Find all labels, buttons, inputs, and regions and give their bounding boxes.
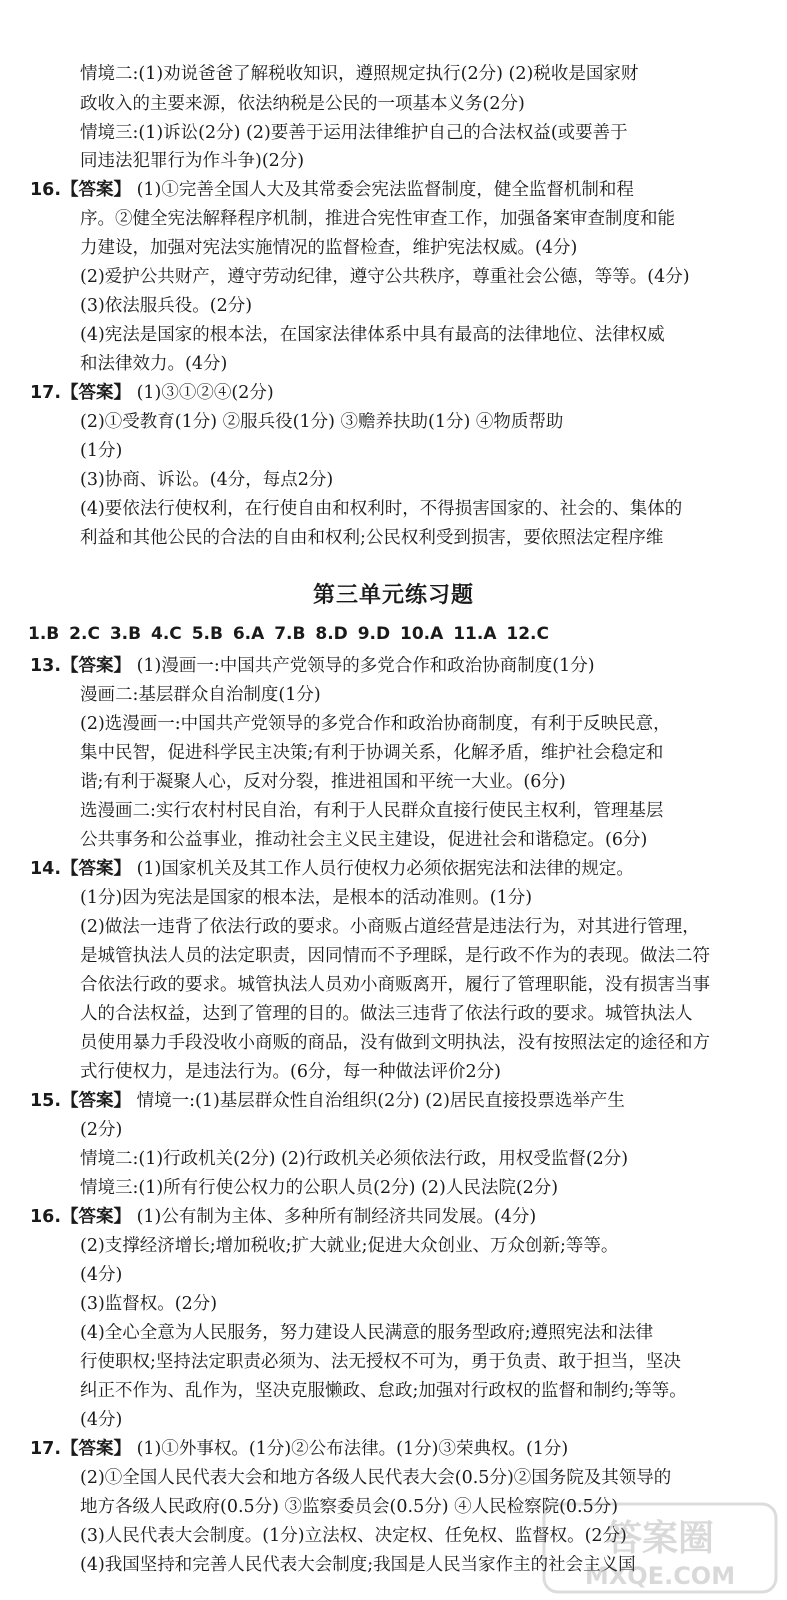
question-number: 17. <box>30 383 62 403</box>
text-line: 情境二:(1)行政机关(2分) (2)行政机关必须依法行政，用权受监督(2分) <box>80 1149 629 1169</box>
text-line: (3)协商、诉讼。(4分，每点2分) <box>80 470 334 490</box>
question-number: 14. <box>30 859 62 879</box>
text-line: (1分) <box>80 441 123 461</box>
text-line: 政收入的主要来源，依法纳税是公民的一项基本义务(2分) <box>80 94 525 114</box>
text-line: (4)全心全意为人民服务，努力建设人民满意的服务型政府;遵照宪法和法律 <box>80 1323 654 1343</box>
answer-tag: 【答案】 <box>61 1207 132 1227</box>
text-line: (1)①外事权。(1分)②公布法律。(1分)③荣典权。(1分) <box>136 1439 569 1459</box>
question-13 <box>30 654 595 678</box>
text-line: (1分)因为宪法是国家的根本法，是根本的活动准则。(1分) <box>80 888 533 908</box>
text-line: (3)监督权。(2分) <box>80 1294 218 1314</box>
question-number: 16. <box>30 180 62 200</box>
question-16-second <box>30 1205 536 1229</box>
text-line: (4)要依法行使权利，在行使自由和权利时，不得损害国家的、社会的、集体的 <box>80 499 683 519</box>
text-line: 同违法犯罪行为作斗争)(2分) <box>80 151 305 171</box>
text-line: 情境三:(1)诉讼(2分) (2)要善于运用法律维护自己的合法权益(或要善于 <box>80 123 628 143</box>
text-line: 力建设，加强对宪法实施情况的监督检查，维护宪法权威。(4分) <box>80 238 578 258</box>
text-line: (4分) <box>80 1265 123 1285</box>
text-line: (2)做法一违背了依法行政的要求。小商贩占道经营是违法行为，对其进行管理， <box>80 917 700 937</box>
text-line: (1)①完善全国人大及其常委会宪法监督制度，健全监督机制和程 <box>136 180 634 200</box>
section-title: 第三单元练习题 <box>312 583 474 608</box>
answer-tag: 【答案】 <box>61 1439 132 1459</box>
text-line: 是城管执法人员的法定职责，因同情而不予理睬，是行政不作为的表现。做法二符 <box>80 946 710 966</box>
question-number: 15. <box>30 1091 62 1111</box>
text-line: 序。②健全宪法解释程序机制，推进合宪性审查工作，加强备案审查制度和能 <box>80 209 675 229</box>
question-number: 16. <box>30 1207 62 1227</box>
mc-answers: 1.B 2.C 3.B 4.C 5.B 6.A 7.B 8.D 9.D 10.A 11.A 12.C <box>28 624 549 644</box>
text-line: 情境一:(1)基层群众性自治组织(2分) (2)居民直接投票选举产生 <box>136 1091 625 1111</box>
text-line: (1)③①②④(2分) <box>136 383 274 403</box>
answer-tag: 【答案】 <box>61 383 132 403</box>
watermark-logo <box>540 1500 780 1596</box>
answer-tag: 【答案】 <box>61 656 132 676</box>
answer-tag: 【答案】 <box>61 859 132 879</box>
text-line: 合依法行政的要求。城管执法人员劝小商贩离开，履行了管理职能，没有损害当事 <box>80 975 710 995</box>
watermark-cn: 答案圈 <box>605 1518 715 1559</box>
text-line: (2分) <box>80 1120 123 1140</box>
text-line: (4)宪法是国家的根本法，在国家法律体系中具有最高的法律地位、法律权威 <box>80 325 665 345</box>
text-line: (4分) <box>80 1410 123 1430</box>
text-line: 选漫画二:实行农村村民自治，有利于人民群众直接行使民主权利，管理基层 <box>80 801 664 821</box>
answer-tag: 【答案】 <box>61 1091 132 1111</box>
question-17-first <box>30 381 274 405</box>
question-17-second <box>30 1437 568 1461</box>
text-line: (4)我国坚持和完善人民代表大会制度;我国是人民当家作主的社会主义国 <box>80 1555 636 1575</box>
text-line: (1)国家机关及其工作人员行使权力必须依据宪法和法律的规定。 <box>136 859 634 879</box>
text-line: 纠正不作为、乱作为，坚决克服懒政、怠政;加强对行政权的监督和制约;等等。 <box>80 1381 687 1401</box>
text-line: 公共事务和公益事业，推动社会主义民主建设，促进社会和谐稳定。(6分) <box>80 830 648 850</box>
text-line: 地方各级人民政府(0.5分) ③监察委员会(0.5分) ④人民检察院(0.5分) <box>80 1497 619 1517</box>
text-line: 和法律效力。(4分) <box>80 354 228 374</box>
question-14 <box>30 857 634 881</box>
text-line: (3)依法服兵役。(2分) <box>80 296 253 316</box>
text-line: (2)爱护公共财产，遵守劳动纪律，遵守公共秩序，尊重社会公德，等等。(4分) <box>80 267 690 287</box>
text-line: 人的合法权益，达到了管理的目的。做法三违背了依法行政的要求。城管执法人 <box>80 1004 693 1024</box>
question-15 <box>30 1089 625 1113</box>
answer-tag: 【答案】 <box>61 180 132 200</box>
question-16-first <box>30 178 634 202</box>
text-line: (2)支撑经济增长;增加税收;扩大就业;促进大众创业、万众创新;等等。 <box>80 1236 619 1256</box>
text-line: 集中民智，促进科学民主决策;有利于协调关系，化解矛盾，维护社会稳定和 <box>80 743 664 763</box>
text-line: 行使职权;坚持法定职责必须为、法无授权不可为，勇于负责、敢于担当，坚决 <box>80 1352 681 1372</box>
text-line: 利益和其他公民的合法的自由和权利;公民权利受到损害，要依照法定程序维 <box>80 528 664 548</box>
text-line: 情境三:(1)所有行使公权力的公职人员(2分) (2)人民法院(2分) <box>80 1178 559 1198</box>
text-line: (1)漫画一:中国共产党领导的多党合作和政治协商制度(1分) <box>136 656 595 676</box>
text-line: (2)①受教育(1分) ②服兵役(1分) ③赡养扶助(1分) ④物质帮助 <box>80 412 564 432</box>
text-line: (1)公有制为主体、多种所有制经济共同发展。(4分) <box>136 1207 537 1227</box>
text-line: 漫画二:基层群众自治制度(1分) <box>80 685 321 705</box>
text-line: 情境二:(1)劝说爸爸了解税收知识，遵照规定执行(2分) (2)税收是国家财 <box>80 64 639 84</box>
text-line: 谐;有利于凝聚人心，反对分裂，推进祖国和平统一大业。(6分) <box>80 772 566 792</box>
watermark-en: MXQE.COM <box>584 1562 736 1590</box>
question-number: 17. <box>30 1439 62 1459</box>
text-line: (2)①全国人民代表大会和地方各级人民代表大会(0.5分)②国务院及其领导的 <box>80 1468 672 1488</box>
text-line: 式行使权力，是违法行为。(6分，每一种做法评价2分) <box>80 1062 501 1082</box>
text-line: (3)人民代表大会制度。(1分)立法权、决定权、任免权、监督权。(2分) <box>80 1526 627 1546</box>
question-number: 13. <box>30 656 62 676</box>
text-line: (2)选漫画一:中国共产党领导的多党合作和政治协商制度，有利于反映民意， <box>80 714 671 734</box>
text-line: 员使用暴力手段没收小商贩的商品，没有做到文明执法，没有按照法定的途径和方 <box>80 1033 710 1053</box>
